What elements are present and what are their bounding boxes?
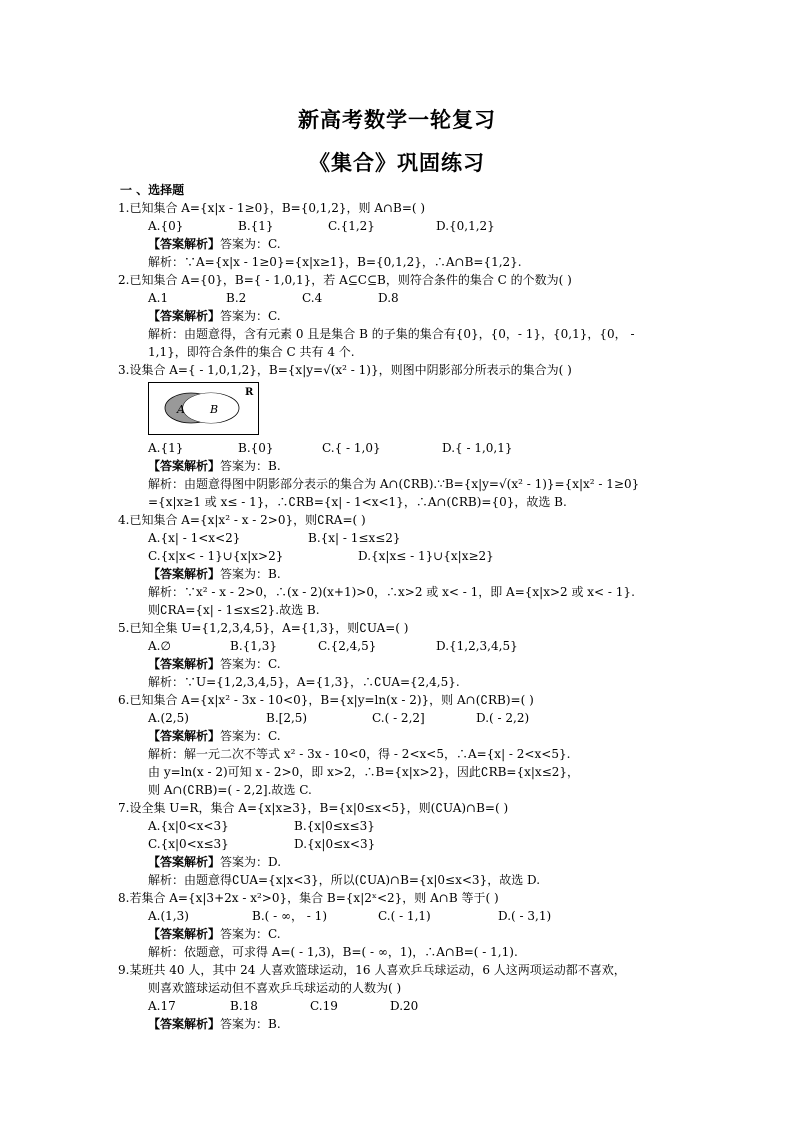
q7-option-a: A.{x|0<x<3} xyxy=(148,819,229,833)
question-9-stem-line-1: 9.某班共 40 人，其中 24 人喜欢篮球运动，16 人喜欢乒乓球运动，6 人这两项运动都不喜欢， xyxy=(118,963,626,977)
q6-option-a: A.(2,5) xyxy=(148,711,189,725)
q1-explanation: 解析：∵A={x|x - 1≥0}={x|x≥1}，B={0,1,2}，∴A∩B={1,2}. xyxy=(148,255,522,269)
q1-answer: 【答案解析】答案为：C. xyxy=(148,237,281,251)
question-2-stem: 2.已知集合 A={0}，B={ - 1,0,1}，若 A⊆C⊆B，则符合条件的集合 C 的个数为( ) xyxy=(118,273,572,287)
q9-answer: 【答案解析】答案为：B. xyxy=(148,1017,281,1031)
q2-option-a: A.1 xyxy=(148,291,169,305)
q6-option-d: D.( - 2,2) xyxy=(476,711,530,725)
q2-answer: 【答案解析】答案为：C. xyxy=(148,309,281,323)
q7-explanation: 解析：由题意得∁UA={x|x<3}，所以(∁UA)∩B={x|0≤x<3}，故选 D. xyxy=(148,873,541,887)
q9-option-b: B.18 xyxy=(230,999,258,1013)
q3-option-a: A.{1} xyxy=(148,441,184,455)
q5-answer: 【答案解析】答案为：C. xyxy=(148,657,281,671)
q1-option-c: C.{1,2} xyxy=(328,219,375,233)
section-heading: 一 、选择题 xyxy=(120,183,185,197)
q3-explanation-line-1: 解析：由题意得图中阴影部分表示的集合为 A∩(∁RB).∵B={x|y=√(x² - 1)}={x|x² - 1≥0} xyxy=(148,477,640,491)
q2-option-d: D.8 xyxy=(378,291,399,305)
question-9-stem-line-2: 则喜欢篮球运动但不喜欢乒乓球运动的人数为( ) xyxy=(148,981,402,995)
q3-option-d: D.{ - 1,0,1} xyxy=(442,441,513,455)
q4-option-d: D.{x|x≤ - 1}∪{x|x≥2} xyxy=(358,549,494,563)
q5-option-c: C.{2,4,5} xyxy=(318,639,377,653)
q4-explanation-line-1: 解析：∵x² - x - 2>0，∴(x - 2)(x+1)>0，∴x>2 或 x< - 1，即 A={x|x>2 或 x< - 1}. xyxy=(148,585,635,599)
q4-option-a: A.{x| - 1<x<2} xyxy=(148,531,241,545)
q4-explanation-line-2: 则∁RA={x| - 1≤x≤2}.故选 B. xyxy=(148,603,320,617)
q2-option-c: C.4 xyxy=(302,291,323,305)
q5-option-b: B.{1,3} xyxy=(230,639,277,653)
q8-option-c: C.( - 1,1) xyxy=(378,909,431,923)
q1-option-d: D.{0,1,2} xyxy=(436,219,495,233)
q4-option-b: B.{x| - 1≤x≤2} xyxy=(308,531,401,545)
q6-option-b: B.[2,5) xyxy=(266,711,308,725)
q6-explanation-line-2: 由 y=ln(x - 2)可知 x - 2>0，即 x>2，∴B={x|x>2}，因此∁RB={x|x≤2}， xyxy=(148,765,580,779)
q5-option-d: D.{1,2,3,4,5} xyxy=(436,639,518,653)
question-5-stem: 5.已知全集 U={1,2,3,4,5}，A={1,3}，则∁UA=( ) xyxy=(118,621,409,635)
q9-option-a: A.17 xyxy=(148,999,176,1013)
q4-answer: 【答案解析】答案为：B. xyxy=(148,567,281,581)
q3-answer: 【答案解析】答案为：B. xyxy=(148,459,281,473)
question-7-stem: 7.设全集 U=R，集合 A={x|x≥3}，B={x|0≤x<5}，则(∁UA)∩B=( ) xyxy=(118,801,509,815)
q6-explanation-line-3: 则 A∩(∁RB)=( - 2,2].故选 C. xyxy=(148,783,312,797)
q5-explanation: 解析：∵U={1,2,3,4,5}，A={1,3}，∴∁UA={2,4,5}. xyxy=(148,675,460,689)
page-title: 新高考数学一轮复习 xyxy=(298,107,496,132)
q7-option-c: C.{x|0<x≤3} xyxy=(148,837,229,851)
q1-option-b: B.{1} xyxy=(238,219,274,233)
question-1-stem: 1.已知集合 A={x|x - 1≥0}，B={0,1,2}，则 A∩B=( ) xyxy=(118,201,426,215)
question-6-stem: 6.已知集合 A={x|x² - 3x - 10<0}，B={x|y=ln(x - 2)}，则 A∩(∁RB)=( ) xyxy=(118,693,534,707)
q7-answer: 【答案解析】答案为：D. xyxy=(148,855,282,869)
q3-option-b: B.{0} xyxy=(238,441,274,455)
q8-option-a: A.(1,3) xyxy=(148,909,189,923)
q6-option-c: C.( - 2,2] xyxy=(372,711,425,725)
q5-option-a: A.∅ xyxy=(148,639,171,653)
q3-explanation-line-2: ={x|x≥1 或 x≤ - 1}，∴∁RB={x| - 1<x<1}，∴A∩(∁RB)={0}，故选 B. xyxy=(148,495,567,509)
q6-answer: 【答案解析】答案为：C. xyxy=(148,729,281,743)
q4-option-c: C.{x|x< - 1}∪{x|x>2} xyxy=(148,549,284,563)
q6-explanation-line-1: 解析：解一元二次不等式 x² - 3x - 10<0，得 - 2<x<5，∴A={x| - 2<x<5}. xyxy=(148,747,571,761)
q9-option-d: D.20 xyxy=(390,999,419,1013)
venn-diagram xyxy=(148,382,259,435)
q8-answer: 【答案解析】答案为：C. xyxy=(148,927,281,941)
q2-explanation-line-1: 解析：由题意得，含有元素 0 且是集合 B 的子集的集合有{0}，{0，- 1}，{0,1}，{0， - xyxy=(148,327,635,341)
q8-option-d: D.( - 3,1) xyxy=(498,909,552,923)
label-b: B xyxy=(210,403,219,416)
q8-explanation: 解析：依题意，可求得 A=( - 1,3)，B=( - ∞，1)，∴A∩B=( - 1,1). xyxy=(148,945,518,959)
question-8-stem: 8.若集合 A={x|3+2x - x²>0}，集合 B={x|2ˣ<2}，则 A∩B 等于( ) xyxy=(118,891,499,905)
page-subtitle: 《集合》巩固练习 xyxy=(309,150,485,175)
label-a: A xyxy=(177,403,185,416)
q2-explanation-line-2: 1,1}，即符合条件的集合 C 共有 4 个. xyxy=(148,345,355,359)
q2-option-b: B.2 xyxy=(226,291,247,305)
question-4-stem: 4.已知集合 A={x|x² - x - 2>0}，则∁RA=( ) xyxy=(118,513,366,527)
label-r: R xyxy=(245,387,254,398)
q8-option-b: B.( - ∞， - 1) xyxy=(252,909,327,923)
q9-option-c: C.19 xyxy=(310,999,338,1013)
question-3-stem: 3.设集合 A={ - 1,0,1,2}，B={x|y=√(x² - 1)}，则图中阴影部分所表示的集合为( ) xyxy=(118,363,572,377)
q7-option-d: D.{x|0≤x<3} xyxy=(294,837,376,851)
q3-option-c: C.{ - 1,0} xyxy=(322,441,381,455)
q7-option-b: B.{x|0≤x≤3} xyxy=(294,819,375,833)
q1-option-a: A.{0} xyxy=(148,219,184,233)
